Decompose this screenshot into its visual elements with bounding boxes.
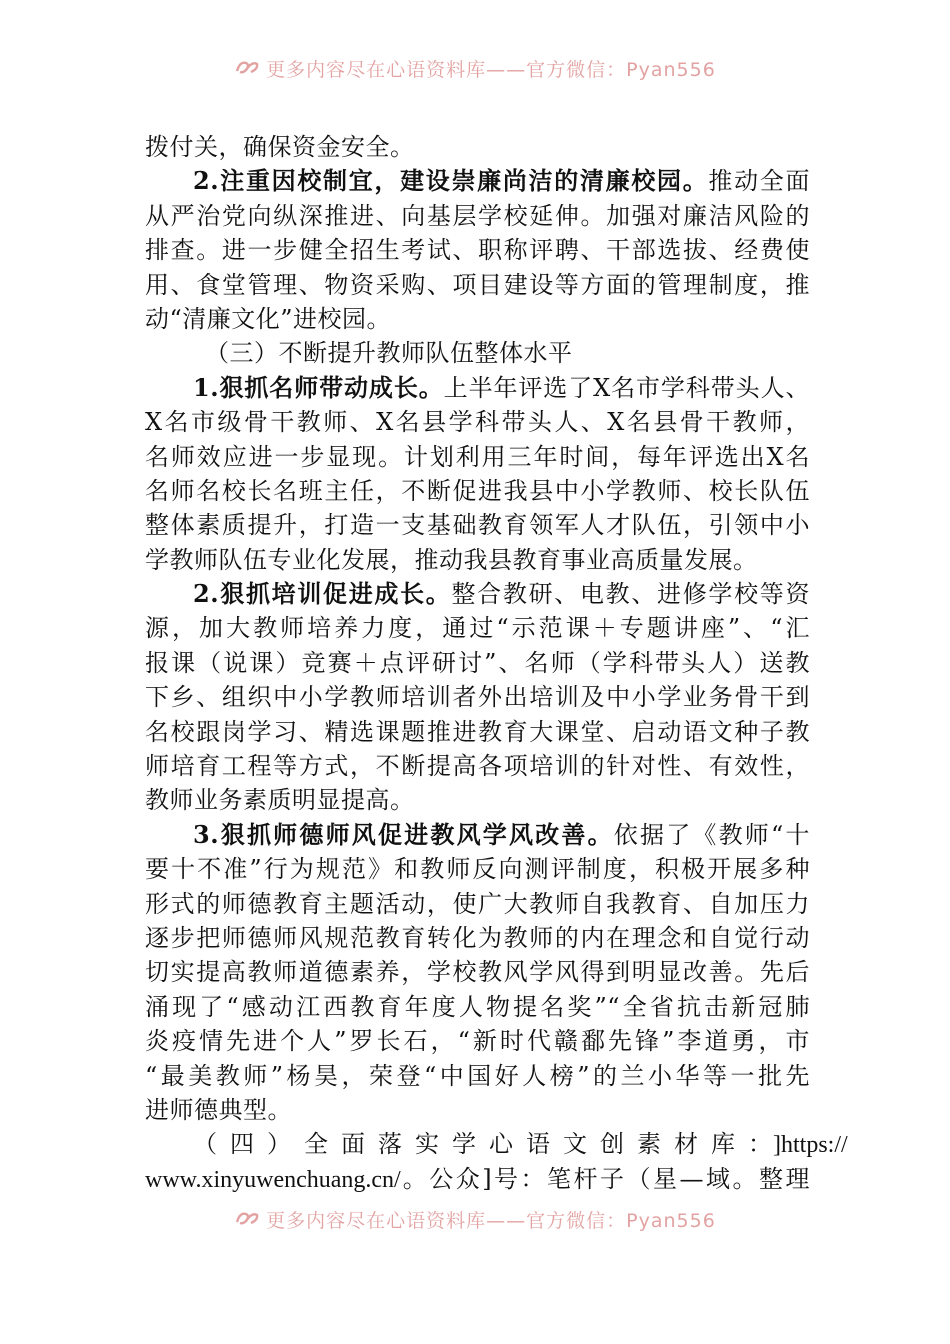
paragraph-lead: 1.狠抓名师带动成长。 — [193, 372, 444, 402]
paragraph-line: “最美教师”杨昊，荣登“中国好人榜”的兰小华等一批先 — [145, 1061, 810, 1090]
paragraph-line: 源，加大教师培养力度，通过“示范课＋专题讲座”、“汇 — [145, 614, 810, 643]
paragraph-line: 用、食堂管理、物资采购、项目建设等方面的管理制度，推 — [145, 270, 810, 299]
paragraph-text: 。公众]号：笔杆子（星—域。整理 — [400, 1164, 810, 1193]
paragraph-lead: 2.注重因校制宜，建设崇廉尚洁的清廉校园。 — [193, 166, 709, 196]
paragraph-line — [145, 164, 810, 198]
paragraph-line: 从严治党向纵深推进、向基层学校延伸。加强对廉洁风险的 — [145, 201, 810, 230]
paragraph-text: 上半年评选了X名市学科带头人、 — [443, 373, 810, 402]
watermark-text: 更多内容尽在心语资料库——官方微信：Pyan556 — [266, 59, 716, 81]
paragraph-line: 涌现了“感动江西教育年度人物提名奖”“全省抗击新冠肺 — [145, 992, 810, 1021]
source-link[interactable]: ]https:// — [773, 1132, 848, 1159]
paragraph-line: 教师业务素质明显提高。 — [145, 786, 415, 815]
paragraph-line: 整体素质提升，打造一支基础教育领军人才队伍，引领中小 — [145, 511, 810, 540]
paragraph-lead: 2.狠抓培训促进成长。 — [193, 579, 452, 609]
paragraph-line — [145, 1162, 810, 1196]
paragraph-line: 名师名校长名班主任，不断促进我县中小学教师、校长队伍 — [145, 476, 810, 505]
paragraph-line: X名市级骨干教师、X名县学科带头人、X名县骨干教师， — [145, 408, 810, 437]
section-heading: （四）全面落实学心语文创素材库： — [193, 1130, 773, 1159]
paragraph-text: 依据了《教师“十 — [613, 820, 810, 849]
paragraph-line — [145, 577, 810, 611]
paragraph-line — [145, 1127, 848, 1161]
watermark-bottom — [0, 1208, 950, 1234]
watermark-top — [0, 57, 950, 83]
watermark-text: 更多内容尽在心语资料库——官方微信：Pyan556 — [266, 1210, 716, 1232]
paragraph-line: 排查。进一步健全招生考试、职称评聘、干部选拔、经费使 — [145, 236, 810, 265]
paragraph-line — [145, 818, 810, 852]
paragraph-line: 名校跟岗学习、精选课题推进教育大课堂、启动语文种子教 — [145, 717, 810, 746]
document-body — [145, 130, 848, 1196]
paragraph-line: 要十不准”行为规范》和教师反向测评制度，积极开展多种 — [145, 855, 810, 884]
watermark-logo-icon — [234, 1208, 260, 1234]
paragraph-line: 切实提高教师道德素养，学校教风学风得到明显改善。先后 — [145, 958, 810, 987]
paragraph-line: 师培育工程等方式，不断提高各项培训的针对性、有效性， — [145, 752, 810, 781]
paragraph-line — [145, 371, 810, 405]
paragraph-line: 逐步把师德师风规范教育转化为教师的内在理念和自觉行动 — [145, 923, 810, 952]
section-heading: （三）不断提升教师队伍整体水平 — [205, 339, 573, 368]
watermark-logo-icon — [234, 57, 260, 83]
paragraph-line: 炎疫情先进个人”罗长石，“新时代赣鄱先锋”李道勇，市 — [145, 1027, 810, 1056]
paragraph-text: 整合教研、电教、进修学校等资 — [451, 580, 810, 609]
paragraph-line: 下乡、组织中小学教师培训者外出培训及中小学业务骨干到 — [145, 683, 810, 712]
paragraph-line: 进师德典型。 — [145, 1095, 292, 1124]
paragraph-line: 报课（说课）竞赛＋点评研讨”、名师（学科带头人）送教 — [145, 648, 810, 677]
paragraph-line: 拨付关，确保资金安全。 — [145, 133, 415, 161]
paragraph-line: 动“清廉文化”进校园。 — [145, 304, 392, 333]
paragraph-line: 名师效应进一步显现。计划利用三年时间，每年评选出X名 — [145, 442, 810, 471]
source-link[interactable]: www.xinyuwenchuang.cn/ — [145, 1166, 401, 1193]
paragraph-lead: 3.狠抓师德师风促进教风学风改善。 — [193, 819, 614, 849]
paragraph-line: 形式的师德教育主题活动，使广大教师自我教育、自加压力 — [145, 889, 810, 918]
paragraph-text: 推动全面 — [708, 167, 811, 196]
paragraph-line: 学教师队伍专业化发展，推动我县教育事业高质量发展。 — [145, 545, 758, 574]
